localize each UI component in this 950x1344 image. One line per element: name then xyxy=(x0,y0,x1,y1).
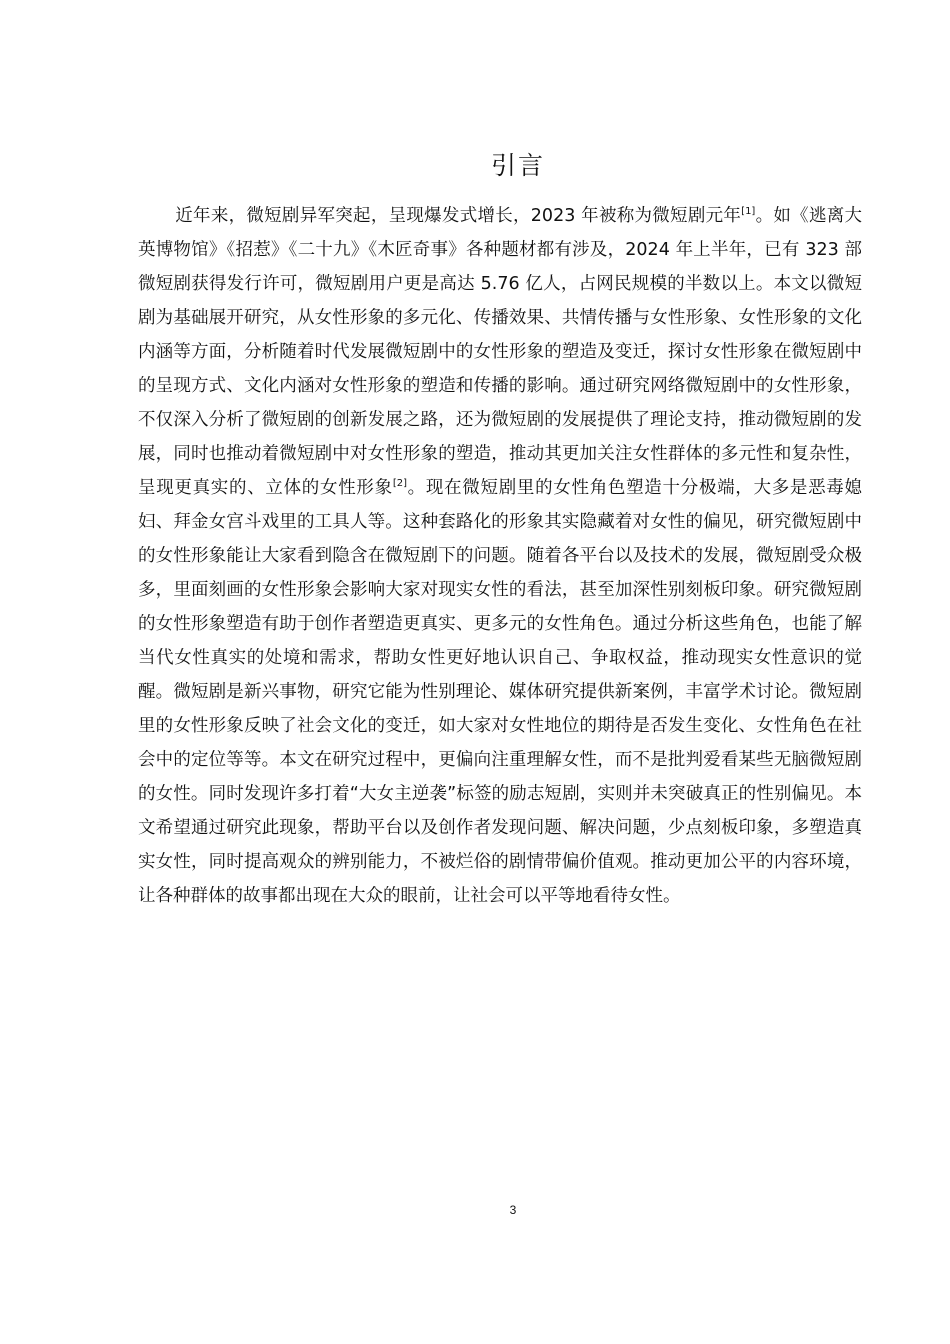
paragraph-text-part-3: 。现在微短剧里的女性角色塑造十分极端，大多是恶毒媳妇、拜金女宫斗戏里的工具人等。这种套路化的形象其实隐藏着对女性的偏见，研究微短剧中的女性形象能让大家看到隐含在微短剧下的问题。随着各平台以及技术的发展，微短剧受众极多，里面刻画的女性形象会影响大家对现实女性的看法，甚至加深性别刻板印象。研究微短剧的女性形象塑造有助于创作者塑造更真实、更多元的女性角色。通过分析这些角色，也能了解当代女性真实的处境和需求，帮助女性更好地认识自己、争取权益，推动现实女性意识的觉醒。微短剧是新兴事物，研究它能为性别理论、媒体研究提供新案例，丰富学术讨论。微短剧里的女性形象反映了社会文化的变迁，如大家对女性地位的期待是否发生变化、女性角色在社会中的定位等等。本文在研究过程中，更偏向注重理解女性，而不是批判爱看某些无脑微短剧的女性。同时发现许多打着“大女主逆袭”标签的励志短剧，实则并未突破真正的性别偏见。本文希望通过研究此现象，帮助平台以及创作者发现问题、解决问题，少点刻板印象，多塑造真实女性，同时提高观众的辨别能力，不被烂俗的剧情带偏价值观。推动更加公平的内容环境，让各种群体的故事都出现在大众的眼前，让社会可以平等地看待女性。 xyxy=(138,478,863,906)
introduction-paragraph xyxy=(138,199,862,913)
page-number: 3 xyxy=(509,1203,517,1217)
citation-1[interactable]: [1] xyxy=(741,206,756,218)
paragraph-text-part-1: 近年来，微短剧异军突起，呈现爆发式增长，2023 年被称为微短剧元年 xyxy=(175,206,742,226)
paragraph-text-part-2: 。如《逃离大英博物馆》《招惹》《二十九》《木匠奇事》各种题材都有涉及，2024 年上半年，已有 323 部微短剧获得发行许可，微短剧用户更是高达 5.76 亿人，占网民规模的半数以上。本文以微短剧为基础展开研究，从女性形象的多元化、传播效果、共情传播与女性形象、女性形象的文化内涵等方面，分析随着时代发展微短剧中的女性形象的塑造及变迁，探讨女性形象在微短剧中的呈现方式、文化内涵对女性形象的塑造和传播的影响。通过研究网络微短剧中的女性形象，不仅深入分析了微短剧的创新发展之路，还为微短剧的发展提供了理论支持，推动微短剧的发展，同时也推动着微短剧中对女性形象的塑造，推动其更加关注女性群体的多元性和复杂性，呈现更真实的、立体的女性形象 xyxy=(138,206,863,498)
citation-2[interactable]: [2] xyxy=(392,478,407,490)
section-title: 引言 xyxy=(490,151,545,180)
